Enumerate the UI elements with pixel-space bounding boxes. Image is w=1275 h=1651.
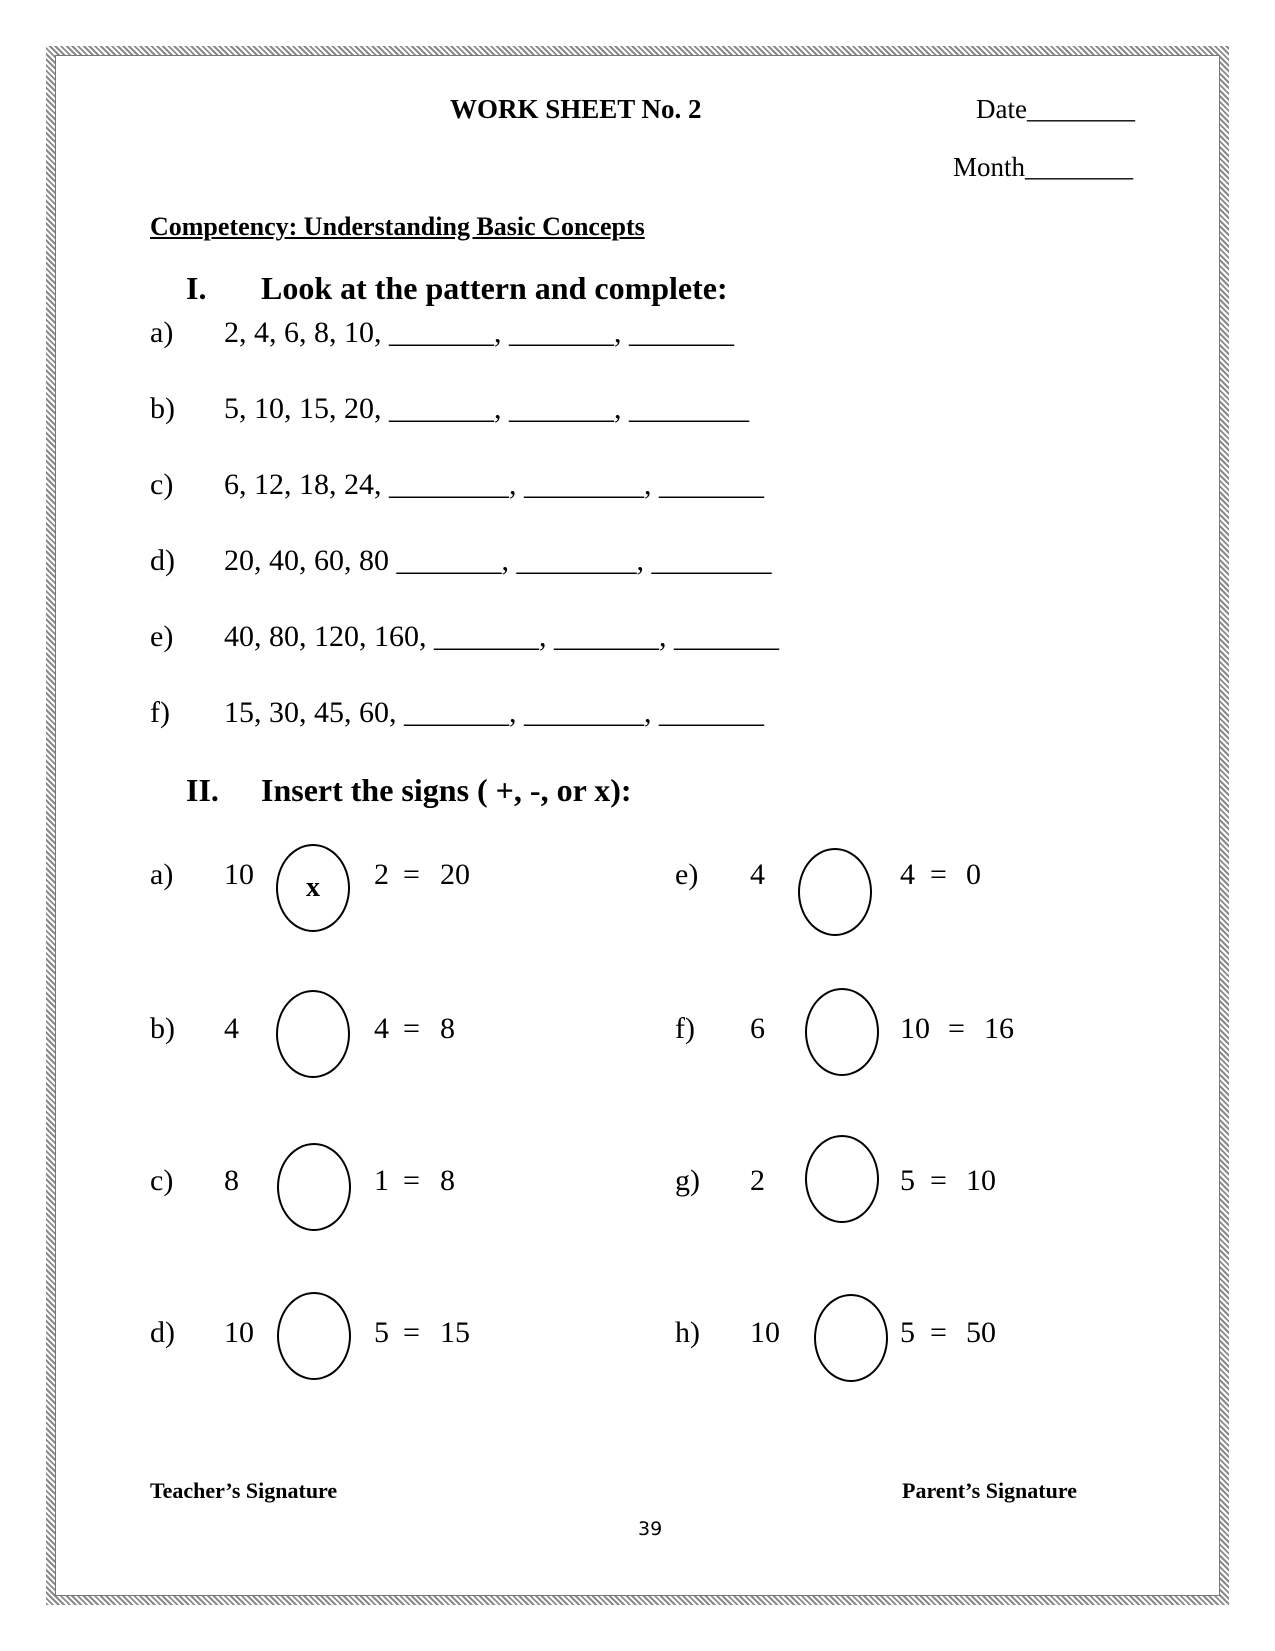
page-number: 39: [638, 1518, 663, 1540]
equation-label: e): [675, 858, 699, 891]
equation-label: a): [150, 858, 174, 891]
pattern-label: f): [150, 696, 170, 729]
equals-sign: =: [930, 1316, 947, 1349]
equation-label: g): [675, 1164, 700, 1197]
operand-b: 1: [374, 1164, 389, 1197]
operand-a: 4: [750, 858, 765, 891]
section-1-title: Look at the pattern and complete:: [261, 270, 728, 306]
operand-b: 5: [374, 1316, 389, 1349]
pattern-sequence[interactable]: 5, 10, 15, 20, _______, _______, ________: [224, 392, 749, 425]
worksheet-title: WORK SHEET No. 2: [450, 94, 702, 124]
pattern-sequence[interactable]: 40, 80, 120, 160, _______, _______, _______: [224, 620, 779, 653]
date-field[interactable]: Date________: [976, 94, 1135, 124]
result-value: 15: [440, 1316, 470, 1349]
equation-label: b): [150, 1012, 175, 1045]
result-value: 16: [984, 1012, 1014, 1045]
section-2-heading: [186, 772, 632, 809]
result-value: 8: [440, 1012, 455, 1045]
pattern-label: d): [150, 544, 175, 577]
equals-sign: =: [930, 858, 947, 891]
equals-sign: =: [930, 1164, 947, 1197]
operand-b: 4: [900, 858, 915, 891]
operand-a: 8: [224, 1164, 239, 1197]
operand-a: 10: [750, 1316, 780, 1349]
section-1-heading: [186, 270, 728, 307]
pattern-row[interactable]: [0, 316, 1000, 356]
result-value: 8: [440, 1164, 455, 1197]
operand-a: 4: [224, 1012, 239, 1045]
pattern-label: b): [150, 392, 175, 425]
pattern-label: a): [150, 316, 174, 349]
pattern-row[interactable]: [0, 544, 1000, 584]
sign-circle[interactable]: x: [276, 844, 350, 932]
competency-heading: Competency: Understanding Basic Concepts: [150, 212, 645, 241]
result-value: 50: [966, 1316, 996, 1349]
pattern-label: c): [150, 468, 174, 501]
result-value: 20: [440, 858, 470, 891]
equation-label: d): [150, 1316, 175, 1349]
pattern-sequence[interactable]: 6, 12, 18, 24, ________, ________, _______: [224, 468, 764, 501]
equals-sign: =: [403, 1316, 420, 1349]
pattern-sequence[interactable]: 15, 30, 45, 60, _______, ________, _______: [224, 696, 764, 729]
operand-a: 10: [224, 858, 254, 891]
equals-sign: =: [403, 1164, 420, 1197]
operand-a: 10: [224, 1316, 254, 1349]
operand-b: 5: [900, 1316, 915, 1349]
equation-label: c): [150, 1164, 174, 1197]
operand-b: 2: [374, 858, 389, 891]
equation-label: f): [675, 1012, 695, 1045]
equals-sign: =: [948, 1012, 965, 1045]
teacher-signature-label: Teacher’s Signature: [150, 1478, 338, 1503]
sign-circle[interactable]: [805, 988, 879, 1076]
pattern-sequence[interactable]: 2, 4, 6, 8, 10, _______, _______, _______: [224, 316, 734, 349]
parent-signature-label: Parent’s Signature: [902, 1478, 1077, 1503]
operand-b: 4: [374, 1012, 389, 1045]
equals-sign: =: [403, 1012, 420, 1045]
result-value: 10: [966, 1164, 996, 1197]
sign-circle[interactable]: [276, 990, 350, 1078]
pattern-row[interactable]: [0, 392, 1000, 432]
section-2-number: II.: [186, 772, 219, 808]
equals-sign: =: [403, 858, 420, 891]
operand-b: 5: [900, 1164, 915, 1197]
result-value: 0: [966, 858, 981, 891]
sign-circle[interactable]: [805, 1135, 879, 1223]
pattern-sequence[interactable]: 20, 40, 60, 80 _______, ________, ________: [224, 544, 772, 577]
sign-circle[interactable]: [277, 1143, 351, 1231]
operand-b: 10: [900, 1012, 930, 1045]
operand-a: 2: [750, 1164, 765, 1197]
sign-circle[interactable]: [798, 848, 872, 936]
pattern-row[interactable]: [0, 696, 1000, 736]
equation-label: h): [675, 1316, 700, 1349]
section-2-title: Insert the signs ( +, -, or x):: [261, 772, 632, 808]
pattern-row[interactable]: [0, 620, 1000, 660]
operand-a: 6: [750, 1012, 765, 1045]
pattern-row[interactable]: [0, 468, 1000, 508]
month-field[interactable]: Month________: [953, 152, 1134, 182]
sign-circle[interactable]: [277, 1292, 351, 1380]
sign-circle[interactable]: [814, 1294, 888, 1382]
section-1-number: I.: [186, 270, 207, 306]
pattern-label: e): [150, 620, 174, 653]
